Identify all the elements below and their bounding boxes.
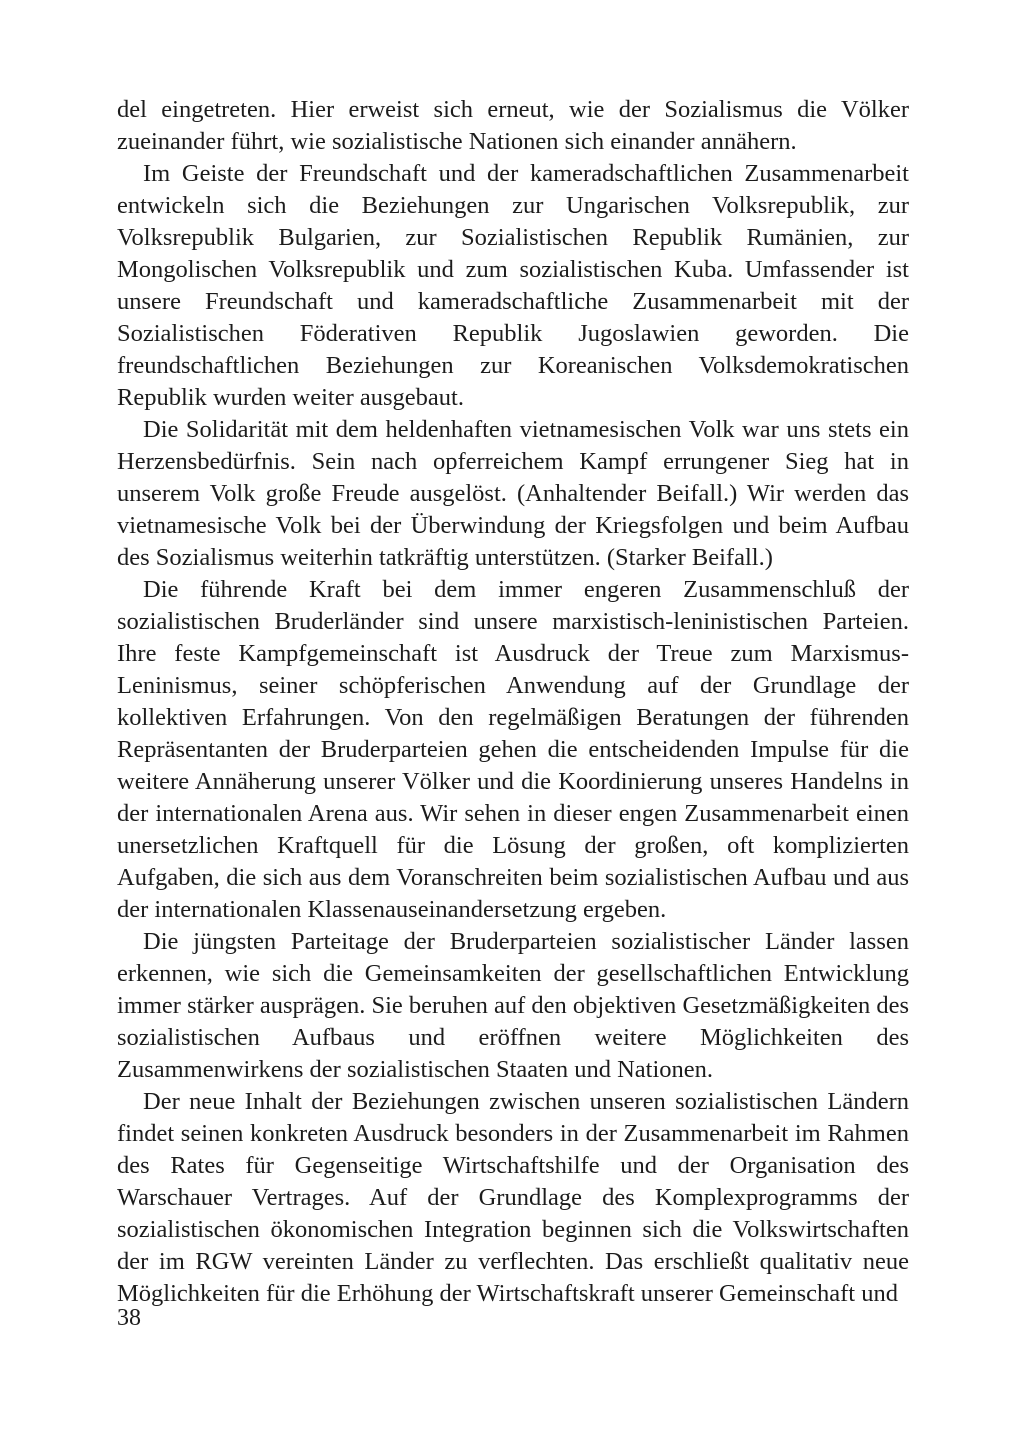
paragraph-friendship: Im Geiste der Freundschaft und der kameradschaftlichen Zusammenarbeit entwickeln sich die Beziehungen zur Ungarischen Volksrepublik, zur Volksrepublik Bulgarien, zur Sozialistischen Republik Rumänien, zur Mongolischen Volksrepublik und zum sozialistischen Kuba. Umfassender ist unsere Freundschaft und kameradschaftliche Zusammenarbeit mit der Sozialistischen Föderativen Republik Jugoslawien geworden. Die freundschaftlichen Beziehungen zur Koreanischen Volksdemokratischen Republik wurden weiter ausgebaut.: [117, 160, 909, 411]
paragraph-party-congresses: Die jüngsten Parteitage der Bruderparteien sozialistischer Länder lassen erkennen, wie sich die Gemeinsamkeiten der gesellschaftlichen Entwicklung immer stärker ausprägen. Sie beruhen auf den objektiven Gesetzmäßigkeiten des sozialistischen Aufbaus und eröffnen weitere Möglichkeiten des Zusammenwirkens der sozialistischen Staaten und Nationen.: [117, 928, 909, 1083]
body-text: [117, 94, 909, 1310]
paragraph-continuation: del eingetreten. Hier erweist sich erneut, wie der Sozialismus die Völker zueinander führt, wie sozialistische Nationen sich einander annähern.: [117, 96, 909, 155]
paragraph-new-content: Der neue Inhalt der Beziehungen zwischen unseren sozialistischen Ländern findet seinen konkreten Ausdruck besonders in der Zusammenarbeit im Rahmen des Rates für Gegenseitige Wirtschaftshilfe und der Organisation des Warschauer Vertrages. Auf der Grundlage des Komplexprogramms der sozialistischen ökonomischen Integration beginnen sich die Volkswirtschaften der im RGW vereinten Länder zu verflechten. Das erschließt qualitativ neue Möglichkeiten für die Erhöhung der Wirtschaftskraft unserer Gemeinschaft und: [117, 1088, 909, 1307]
paragraph-leading-force: Die führende Kraft bei dem immer engeren Zusammenschluß der sozialistischen Bruderländer sind unsere marxistisch-leninistischen Parteien. Ihre feste Kampfgemeinschaft ist Ausdruck der Treue zum Marxismus-Leninismus, seiner schöpferischen Anwendung auf der Grundlage der kollektiven Erfahrungen. Von den regelmäßigen Beratungen der führenden Repräsentanten der Bruderparteien gehen die entscheidenden Impulse für die weitere Annäherung unserer Völker und die Koordinierung unseres Handelns in der internationalen Arena aus. Wir sehen in dieser engen Zusammenarbeit einen unersetzlichen Kraftquell für die Lösung der großen, oft komplizierten Aufgaben, die sich aus dem Voranschreiten beim sozialistischen Aufbau und aus der internationalen Klassenauseinandersetzung ergeben.: [117, 576, 909, 923]
page-number: 38: [117, 1305, 141, 1331]
paragraph-vietnam-solidarity: Die Solidarität mit dem heldenhaften vietnamesischen Volk war uns stets ein Herzensbedürfnis. Sein nach opferreichem Kampf errungener Sieg hat in unserem Volk große Freude ausgelöst. (Anhaltender Beifall.) Wir werden das vietnamesische Volk bei der Überwindung der Kriegsfolgen und beim Aufbau des Sozialismus weiterhin tatkräftig unterstützen. (Starker Beifall.): [117, 416, 909, 571]
